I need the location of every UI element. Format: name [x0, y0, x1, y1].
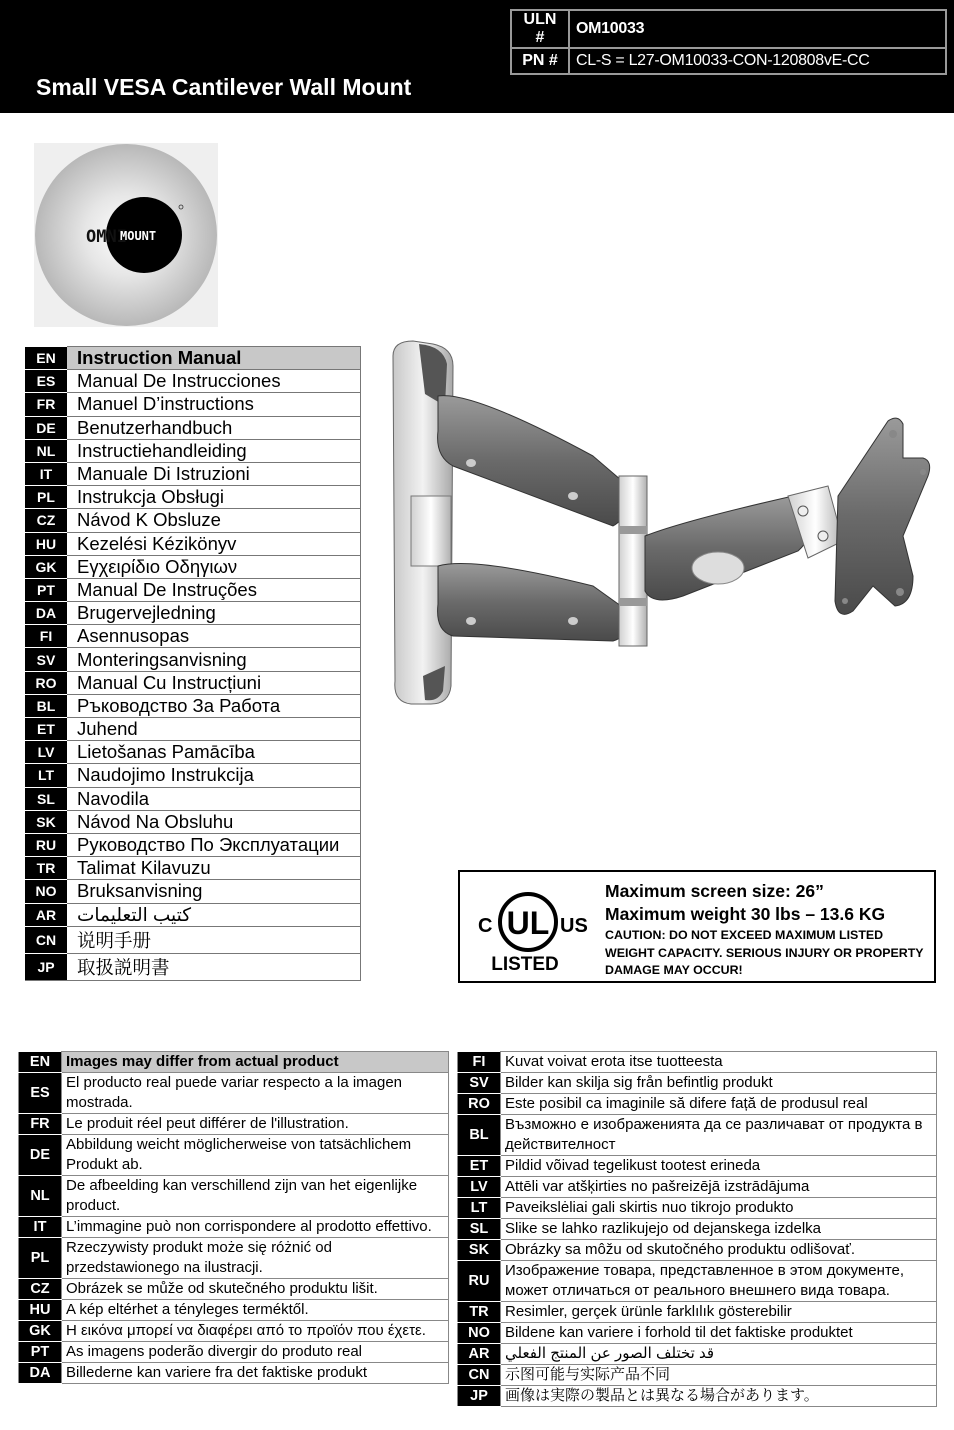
- disclaimer-text: De afbeelding kan verschillend zijn van het eigenlijke product.: [62, 1176, 449, 1217]
- manual-title: Naudojimo Instrukcija: [67, 764, 361, 787]
- manual-title-row: [25, 857, 361, 880]
- manual-title-row: [25, 393, 361, 416]
- disclaimer-row: [19, 1238, 449, 1279]
- disclaimer-text: Възможно е изображенията да се различават от продукта в действителност: [501, 1115, 937, 1156]
- logo-text-mount: MOUNT: [120, 229, 157, 243]
- disclaimer-table-right: [457, 1051, 937, 1407]
- disclaimer-table-left: [18, 1051, 449, 1384]
- disclaimer-row: [19, 1279, 449, 1300]
- disclaimer-row: [458, 1365, 937, 1386]
- manual-title: كتيب التعليمات: [67, 903, 361, 926]
- language-code: ES: [25, 370, 67, 393]
- language-code: SL: [458, 1219, 501, 1240]
- manual-title-row: [25, 787, 361, 810]
- manual-title: Instructiehandleiding: [67, 439, 361, 462]
- manual-title: Návod K Obsluze: [67, 509, 361, 532]
- disclaimer-row: [19, 1135, 449, 1176]
- disclaimer-row: [19, 1363, 449, 1384]
- language-code: PT: [19, 1342, 62, 1363]
- disclaimer-text: 画像は実際の製品とは異なる場合があります。: [501, 1386, 937, 1407]
- manual-title-row: [25, 718, 361, 741]
- disclaimer-row: [458, 1323, 937, 1344]
- manual-title: Asennusopas: [67, 625, 361, 648]
- language-code: RU: [25, 833, 67, 856]
- manual-title: Bruksanvisning: [67, 880, 361, 903]
- language-code: RU: [458, 1261, 501, 1302]
- max-screen-size: Maximum screen size: 26”: [605, 881, 824, 901]
- manual-title-row: [25, 439, 361, 462]
- disclaimer-row: [19, 1114, 449, 1135]
- manual-title: 取扱説明書: [67, 953, 361, 980]
- language-code: EN: [25, 347, 67, 370]
- disclaimer-row: [19, 1217, 449, 1238]
- manual-title: Návod Na Obsluhu: [67, 810, 361, 833]
- disclaimer-text: قد تختلف الصور عن المنتج الفعلي: [501, 1344, 937, 1365]
- manual-title: Instruction Manual: [67, 347, 361, 370]
- language-code: TR: [25, 857, 67, 880]
- language-code: CZ: [19, 1279, 62, 1300]
- manual-title: Talimat Kilavuzu: [67, 857, 361, 880]
- manual-title: Manuale Di Istruzioni: [67, 462, 361, 485]
- disclaimer-text: Obrázek se může od skutečného produktu lišit.: [62, 1279, 449, 1300]
- language-code: FR: [25, 393, 67, 416]
- language-code: PL: [19, 1238, 62, 1279]
- pn-value: CL-S = L27-OM10033-CON-120808vE-CC: [569, 48, 946, 74]
- header-bar: [0, 0, 954, 113]
- language-code: ES: [19, 1073, 62, 1114]
- manual-title-row: [25, 880, 361, 903]
- manual-title: Lietošanas Pamācība: [67, 741, 361, 764]
- disclaimer-text: Resimler, gerçek ürünle farklılık gösterebilir: [501, 1302, 937, 1323]
- language-code: DA: [25, 602, 67, 625]
- disclaimer-text: Bilder kan skilja sig från befintlig produkt: [501, 1073, 937, 1094]
- wall-mount-illustration: [383, 336, 948, 716]
- language-code: FI: [25, 625, 67, 648]
- disclaimer-text: El producto real puede variar respecto a la imagen mostrada.: [62, 1073, 449, 1114]
- language-code: RO: [25, 671, 67, 694]
- disclaimer-text: L’immagine può non corrispondere al prodotto effettivo.: [62, 1217, 449, 1238]
- language-code: LV: [458, 1177, 501, 1198]
- disclaimer-text: Este posibil ca imaginile să difere față de produsul real: [501, 1094, 937, 1115]
- manual-title: Brugervejledning: [67, 602, 361, 625]
- disclaimer-text: Obrázky sa môžu od skutočného produktu odlišovať.: [501, 1240, 937, 1261]
- disclaimer-text: Attēli var atšķirties no pašreizējā izstrādājuma: [501, 1177, 937, 1198]
- disclaimer-text: Le produit réel peut différer de l'illustration.: [62, 1114, 449, 1135]
- manual-title-list: [25, 346, 361, 981]
- manual-title-row: [25, 602, 361, 625]
- language-code: ET: [25, 718, 67, 741]
- language-code: AR: [25, 903, 67, 926]
- uln-row: [511, 10, 946, 48]
- language-code: SV: [25, 648, 67, 671]
- manual-title-row: [25, 578, 361, 601]
- language-code: PL: [25, 486, 67, 509]
- language-code: IT: [25, 462, 67, 485]
- caution-text: CAUTION: DO NOT EXCEED MAXIMUM LISTED WEIGHT CAPACITY. SERIOUS INJURY OR PROPERTY DAMAGE MAY OCCUR!: [605, 928, 924, 977]
- language-code: DE: [25, 416, 67, 439]
- disclaimer-text: Pildid võivad tegelikust tootest erineda: [501, 1156, 937, 1177]
- manual-title-row: [25, 416, 361, 439]
- language-code: JP: [25, 953, 67, 980]
- disclaimer-row: [458, 1240, 937, 1261]
- ul-logo-c: C: [478, 915, 493, 937]
- manual-title-row: [25, 926, 361, 953]
- language-code: SL: [25, 787, 67, 810]
- omnimount-logo: [34, 143, 218, 327]
- language-code: FR: [19, 1114, 62, 1135]
- manual-title: Manuel D’instructions: [67, 393, 361, 416]
- ul-logo-listed: LISTED: [491, 954, 559, 974]
- manual-title-row: [25, 625, 361, 648]
- disclaimer-text: Images may differ from actual product: [62, 1052, 449, 1073]
- disclaimer-row: [19, 1052, 449, 1073]
- language-code: IT: [19, 1217, 62, 1238]
- manual-title: Manual Cu Instrucțiuni: [67, 671, 361, 694]
- manual-title: Monteringsanvisning: [67, 648, 361, 671]
- disclaimer-row: [458, 1177, 937, 1198]
- language-code: SK: [25, 810, 67, 833]
- language-code: JP: [458, 1386, 501, 1407]
- manual-title: Kezelési Kézikönyv: [67, 532, 361, 555]
- manual-title-row: [25, 953, 361, 980]
- language-code: DA: [19, 1363, 62, 1384]
- ul-logo-us: US: [560, 915, 588, 937]
- manual-title-row: [25, 903, 361, 926]
- disclaimer-text: Изображение товара, представленное в этом документе, может отличаться от реального внешнего вида товара.: [501, 1261, 937, 1302]
- manual-title-row: [25, 648, 361, 671]
- language-code: CN: [25, 926, 67, 953]
- manual-title: Ръководство За Работа: [67, 694, 361, 717]
- disclaimer-text: Kuvat voivat erota itse tuotteesta: [501, 1052, 937, 1073]
- manual-title: Benutzerhandbuch: [67, 416, 361, 439]
- disclaimer-text: Abbildung weicht möglicherweise von tatsächlichem Produkt ab.: [62, 1135, 449, 1176]
- ul-text-block: [605, 880, 930, 980]
- manual-title-row: [25, 532, 361, 555]
- manual-title: Manual De Instrucciones: [67, 370, 361, 393]
- ul-listing-box: [458, 870, 936, 983]
- disclaimer-row: [19, 1300, 449, 1321]
- disclaimer-row: [458, 1115, 937, 1156]
- manual-title-row: [25, 486, 361, 509]
- language-code: NL: [19, 1176, 62, 1217]
- language-code: ET: [458, 1156, 501, 1177]
- language-code: GK: [25, 555, 67, 578]
- language-code: CN: [458, 1365, 501, 1386]
- language-code: LT: [458, 1198, 501, 1219]
- disclaimer-row: [458, 1302, 937, 1323]
- language-code: LV: [25, 741, 67, 764]
- manual-title-row: [25, 810, 361, 833]
- uln-value: OM10033: [569, 10, 946, 48]
- disclaimer-row: [458, 1073, 937, 1094]
- disclaimer-text: Billederne kan variere fra det faktiske produkt: [62, 1363, 449, 1384]
- language-code: DE: [19, 1135, 62, 1176]
- disclaimer-text: Paveikslėliai gali skirtis nuo tikrojo produkto: [501, 1198, 937, 1219]
- disclaimer-row: [458, 1156, 937, 1177]
- language-code: EN: [19, 1052, 62, 1073]
- language-code: AR: [458, 1344, 501, 1365]
- language-code: NO: [25, 880, 67, 903]
- disclaimer-row: [458, 1094, 937, 1115]
- disclaimer-text: Bildene kan variere i forhold til det faktiske produktet: [501, 1323, 937, 1344]
- manual-title-row: [25, 347, 361, 370]
- manual-title: Manual De Instruções: [67, 578, 361, 601]
- manual-title-row: [25, 370, 361, 393]
- disclaimer-row: [458, 1344, 937, 1365]
- disclaimer-text: As imagens poderão divergir do produto real: [62, 1342, 449, 1363]
- manual-title-row: [25, 764, 361, 787]
- manual-title-row: [25, 694, 361, 717]
- manual-title: 说明手册: [67, 926, 361, 953]
- manual-title-row: [25, 833, 361, 856]
- disclaimer-row: [19, 1342, 449, 1363]
- manual-title: Εγχειρίδιο Οδηγιων: [67, 555, 361, 578]
- manual-title: Navodila: [67, 787, 361, 810]
- disclaimer-text: 示图可能与实际产品不同: [501, 1365, 937, 1386]
- disclaimer-row: [458, 1052, 937, 1073]
- manual-title: Instrukcja Obsługi: [67, 486, 361, 509]
- language-code: PT: [25, 578, 67, 601]
- language-code: HU: [25, 532, 67, 555]
- disclaimer-text: Slike se lahko razlikujejo od dejanskega izdelka: [501, 1219, 937, 1240]
- disclaimer-row: [458, 1386, 937, 1407]
- disclaimer-row: [19, 1321, 449, 1342]
- disclaimer-row: [458, 1261, 937, 1302]
- document-title: Small VESA Cantilever Wall Mount: [36, 74, 412, 100]
- language-code: BL: [25, 694, 67, 717]
- language-code: HU: [19, 1300, 62, 1321]
- language-code: NO: [458, 1323, 501, 1344]
- language-code: SK: [458, 1240, 501, 1261]
- logo-text-omni: OMNI: [86, 227, 127, 247]
- language-code: FI: [458, 1052, 501, 1073]
- manual-title: Juhend: [67, 718, 361, 741]
- disclaimer-text: Rzeczywisty produkt może się różnić od przedstawionego na ilustracji.: [62, 1238, 449, 1279]
- uln-label: ULN #: [511, 10, 569, 48]
- disclaimer-row: [19, 1073, 449, 1114]
- language-code: LT: [25, 764, 67, 787]
- language-code: RO: [458, 1094, 501, 1115]
- manual-title-row: [25, 555, 361, 578]
- disclaimer-text: Η εικόνα μπορεί να διαφέρει από το προϊόν που έχετε.: [62, 1321, 449, 1342]
- language-code: CZ: [25, 509, 67, 532]
- disclaimer-row: [458, 1198, 937, 1219]
- language-code: SV: [458, 1073, 501, 1094]
- manual-title-row: [25, 509, 361, 532]
- manual-title-row: [25, 741, 361, 764]
- max-weight: Maximum weight 30 lbs – 13.6 KG: [605, 904, 886, 924]
- manual-title-row: [25, 462, 361, 485]
- ul-listed-icon: [472, 882, 592, 974]
- language-code: GK: [19, 1321, 62, 1342]
- ul-logo-text: UL: [506, 905, 550, 941]
- language-code: NL: [25, 439, 67, 462]
- disclaimer-row: [458, 1219, 937, 1240]
- language-code: BL: [458, 1115, 501, 1156]
- disclaimer-row: [19, 1176, 449, 1217]
- language-code: TR: [458, 1302, 501, 1323]
- part-number-table: [510, 9, 947, 75]
- pn-row: [511, 48, 946, 74]
- manual-title: Руководство По Эксплуатации: [67, 833, 361, 856]
- manual-title-row: [25, 671, 361, 694]
- pn-label: PN #: [511, 48, 569, 74]
- disclaimer-text: A kép eltérhet a tényleges terméktől.: [62, 1300, 449, 1321]
